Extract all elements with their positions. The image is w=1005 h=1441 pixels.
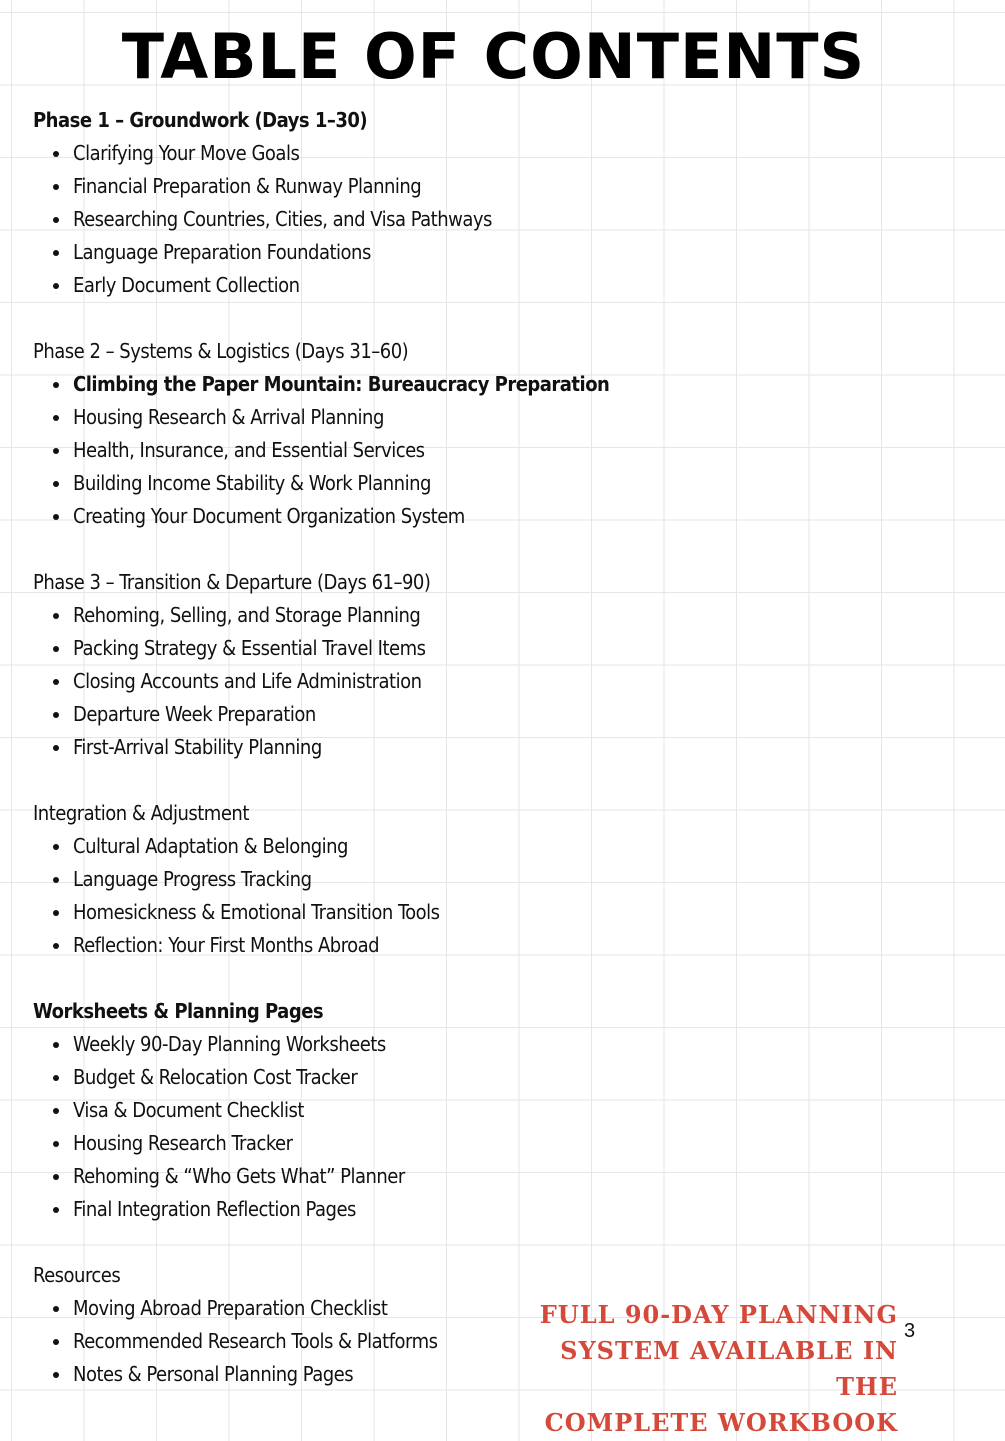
item-label: Homesickness & Emotional Transition Tools <box>73 900 440 924</box>
item-label: Language Preparation Foundations <box>73 240 371 264</box>
bullet-icon <box>53 646 59 652</box>
item-label: Early Document Collection <box>73 273 300 297</box>
list-item <box>33 1094 653 1127</box>
page-number: 3 <box>904 1320 916 1342</box>
list-item <box>33 863 653 896</box>
bullet-icon <box>53 415 59 421</box>
section-title: Phase 3 – Transition & Departure (Days 61–90) <box>33 570 431 594</box>
item-label: Building Income Stability & Work Planning <box>73 471 431 495</box>
list-item <box>33 929 653 962</box>
section-items <box>33 137 653 302</box>
item-label: Creating Your Document Organization System <box>73 504 465 528</box>
bullet-icon <box>53 1207 59 1213</box>
item-label: Final Integration Reflection Pages <box>73 1197 356 1221</box>
item-label: Recommended Research Tools & Platforms <box>73 1329 438 1353</box>
list-item <box>33 1193 653 1226</box>
item-label: Climbing the Paper Mountain: Bureaucracy Preparation <box>73 372 610 396</box>
bullet-icon <box>53 745 59 751</box>
bullet-icon <box>53 250 59 256</box>
bullet-icon <box>53 184 59 190</box>
item-label: Notes & Personal Planning Pages <box>73 1362 354 1386</box>
list-item <box>33 1061 653 1094</box>
list-item <box>33 830 653 863</box>
item-label: Cultural Adaptation & Belonging <box>73 834 348 858</box>
item-label: Packing Strategy & Essential Travel Items <box>73 636 426 660</box>
list-item <box>33 1028 653 1061</box>
section-title: Worksheets & Planning Pages <box>33 999 324 1023</box>
promo-line: SYSTEM AVAILABLE IN THE <box>560 1336 898 1401</box>
bullet-icon <box>53 481 59 487</box>
item-label: Rehoming & “Who Gets What” Planner <box>73 1164 405 1188</box>
item-label: Visa & Document Checklist <box>73 1098 304 1122</box>
item-label: Financial Preparation & Runway Planning <box>73 174 422 198</box>
bullet-icon <box>53 217 59 223</box>
section-title: Phase 1 – Groundwork (Days 1–30) <box>33 108 368 132</box>
table-of-contents <box>33 104 653 1424</box>
item-label: Language Progress Tracking <box>73 867 312 891</box>
bullet-icon <box>53 514 59 520</box>
section-items <box>33 368 653 533</box>
bullet-icon <box>53 448 59 454</box>
bullet-icon <box>53 943 59 949</box>
item-label: Housing Research & Arrival Planning <box>73 405 384 429</box>
bullet-icon <box>53 1108 59 1114</box>
bullet-icon <box>53 910 59 916</box>
list-item <box>33 368 653 401</box>
section-title: Resources <box>33 1263 121 1287</box>
section-phase-2 <box>33 335 653 533</box>
item-label: Budget & Relocation Cost Tracker <box>73 1065 358 1089</box>
page-title: TABLE OF CONTENTS <box>121 20 866 93</box>
workbook-promo <box>500 1297 898 1441</box>
list-item <box>33 434 653 467</box>
list-item <box>33 269 653 302</box>
list-item <box>33 632 653 665</box>
bullet-icon <box>53 1141 59 1147</box>
bullet-icon <box>53 1075 59 1081</box>
item-label: Clarifying Your Move Goals <box>73 141 300 165</box>
bullet-icon <box>53 382 59 388</box>
bullet-icon <box>53 1174 59 1180</box>
item-label: Weekly 90-Day Planning Worksheets <box>73 1032 386 1056</box>
section-integration <box>33 797 653 962</box>
list-item <box>33 1127 653 1160</box>
section-worksheets <box>33 995 653 1226</box>
list-item <box>33 170 653 203</box>
promo-line: COMPLETE WORKBOOK <box>544 1408 898 1437</box>
bullet-icon <box>53 283 59 289</box>
list-item <box>33 1160 653 1193</box>
bullet-icon <box>53 1339 59 1345</box>
item-label: Departure Week Preparation <box>73 702 316 726</box>
section-phase-3 <box>33 566 653 764</box>
item-label: Housing Research Tracker <box>73 1131 293 1155</box>
bullet-icon <box>53 877 59 883</box>
item-label: Closing Accounts and Life Administration <box>73 669 422 693</box>
bullet-icon <box>53 844 59 850</box>
list-item <box>33 731 653 764</box>
bullet-icon <box>53 151 59 157</box>
section-title: Phase 2 – Systems & Logistics (Days 31–60) <box>33 339 409 363</box>
item-label: Rehoming, Selling, and Storage Planning <box>73 603 421 627</box>
section-phase-1 <box>33 104 653 302</box>
item-label: First-Arrival Stability Planning <box>73 735 322 759</box>
list-item <box>33 401 653 434</box>
item-label: Reflection: Your First Months Abroad <box>73 933 380 957</box>
section-items <box>33 1028 653 1226</box>
list-item <box>33 467 653 500</box>
list-item <box>33 137 653 170</box>
section-items <box>33 830 653 962</box>
bullet-icon <box>53 613 59 619</box>
bullet-icon <box>53 1306 59 1312</box>
bullet-icon <box>53 679 59 685</box>
bullet-icon <box>53 1372 59 1378</box>
promo-line: FULL 90-DAY PLANNING <box>539 1300 898 1329</box>
list-item <box>33 698 653 731</box>
list-item <box>33 896 653 929</box>
list-item <box>33 500 653 533</box>
list-item <box>33 665 653 698</box>
item-label: Health, Insurance, and Essential Services <box>73 438 425 462</box>
bullet-icon <box>53 712 59 718</box>
item-label: Researching Countries, Cities, and Visa Pathways <box>73 207 492 231</box>
list-item <box>33 599 653 632</box>
section-items <box>33 599 653 764</box>
bullet-icon <box>53 1042 59 1048</box>
item-label: Moving Abroad Preparation Checklist <box>73 1296 388 1320</box>
section-title: Integration & Adjustment <box>33 801 249 825</box>
list-item <box>33 236 653 269</box>
list-item <box>33 203 653 236</box>
